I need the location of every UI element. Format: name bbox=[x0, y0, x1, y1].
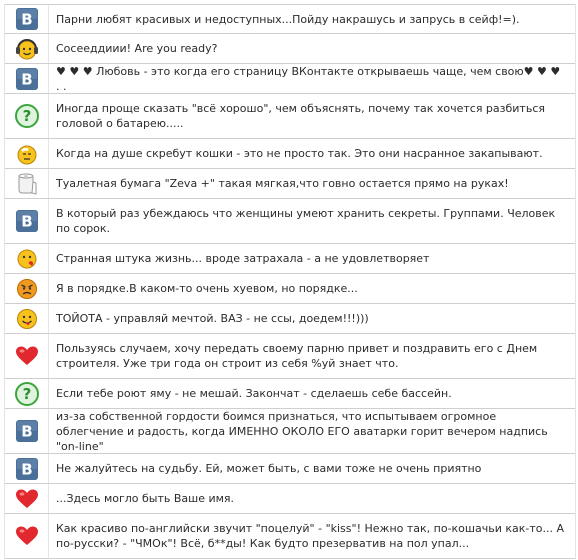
vk-logo-icon bbox=[15, 67, 39, 91]
smiley-headphones-icon bbox=[15, 37, 39, 61]
heart-icon bbox=[15, 524, 39, 548]
vk-logo-icon bbox=[15, 7, 39, 31]
svg-text:B: B bbox=[20, 460, 33, 478]
status-text: Не жалуйтесь на судьбу. Ей, может быть, с вами тоже не очень приятно bbox=[56, 462, 482, 475]
status-icon-cell bbox=[5, 484, 49, 513]
status-icon-cell bbox=[5, 64, 49, 93]
smiley-sleepy-icon bbox=[15, 142, 39, 166]
status-icon-cell bbox=[5, 379, 49, 408]
status-text: В который раз убеждаюсь что женщины умеют хранить секреты. Группами. Человек по сорок. bbox=[56, 207, 559, 235]
status-icon-cell bbox=[5, 199, 49, 243]
vk-logo-icon bbox=[15, 419, 39, 443]
status-icon-cell bbox=[5, 514, 49, 558]
status-icon-cell bbox=[5, 94, 49, 138]
status-text: Пользуясь случаем, хочу передать своему парню привет и поздравить его с Днем строителя. Уже три года он строит из себя %уй знает что. bbox=[56, 342, 541, 370]
status-row bbox=[5, 169, 575, 199]
status-text: Я в порядке.В каком-то очень хуевом, но порядке... bbox=[56, 282, 358, 295]
smiley-kiss-icon bbox=[15, 247, 39, 271]
question-mark-icon bbox=[15, 104, 39, 128]
status-list bbox=[4, 4, 576, 559]
status-text: Как красиво по-английски звучит "поцелуй" - "kiss"! Нежно так, по-кошачьи как-то... А по-русски? - "ЧМОк"! Всё, б**ды! Как будто презерватив на пол упал... bbox=[56, 522, 568, 550]
status-icon-cell bbox=[5, 5, 49, 33]
svg-text:B: B bbox=[20, 212, 33, 231]
status-icon-cell bbox=[5, 454, 49, 483]
status-text: из-за собственной гордости боимся признаться, что испытываем огромное облегчение и радость, когда ИМЕННО ОКОЛО ЕГО аватарки горит вечером надпись "on-line" bbox=[56, 409, 552, 453]
svg-text:B: B bbox=[20, 10, 33, 29]
status-text: ...Здесь могло быть Ваше имя. bbox=[56, 492, 235, 505]
status-text: Сосееддиии! Are you ready? bbox=[56, 42, 218, 55]
status-text: Странная штука жизнь... вроде затрахала - а не удовлетворяет bbox=[56, 252, 430, 265]
status-row bbox=[5, 484, 575, 514]
heart-icon bbox=[15, 344, 39, 368]
status-row bbox=[5, 139, 575, 169]
status-row bbox=[5, 379, 575, 409]
status-row bbox=[5, 409, 575, 454]
status-text: Туалетная бумага "Zeva +" такая мягкая,что говно остается прямо на руках! bbox=[56, 177, 509, 190]
smiley-tongue-icon bbox=[15, 307, 39, 331]
status-row bbox=[5, 34, 575, 64]
status-text: Парни любят красивых и недоступных...Пойду накрашусь и запрусь в сейф!=). bbox=[56, 12, 520, 26]
svg-text:?: ? bbox=[22, 107, 31, 125]
vk-logo-icon bbox=[15, 209, 39, 233]
status-text: ♥ ♥ ♥ Любовь - это когда его страницу ВКонтакте открываешь чаще, чем свою♥ ♥ ♥ . . bbox=[56, 64, 564, 93]
status-row bbox=[5, 304, 575, 334]
status-icon-cell bbox=[5, 274, 49, 303]
status-text: Если тебе роют яму - не мешай. Закончат - сделаешь себе бассейн. bbox=[56, 387, 452, 400]
status-text: Когда на душе скребут кошки - это не просто так. Это они насранное закапывают. bbox=[56, 147, 543, 160]
smiley-angry-icon bbox=[15, 277, 39, 301]
status-icon-cell bbox=[5, 304, 49, 333]
svg-text:B: B bbox=[20, 422, 33, 441]
status-icon-cell bbox=[5, 334, 49, 378]
status-icon-cell bbox=[5, 244, 49, 273]
status-icon-cell bbox=[5, 169, 49, 198]
svg-text:?: ? bbox=[22, 384, 31, 403]
question-mark-icon bbox=[15, 382, 39, 406]
status-row bbox=[5, 274, 575, 304]
status-row bbox=[5, 514, 575, 559]
status-icon-cell bbox=[5, 409, 49, 453]
status-icon-cell bbox=[5, 34, 49, 63]
status-row bbox=[5, 334, 575, 379]
svg-text:B: B bbox=[20, 70, 33, 88]
status-row bbox=[5, 94, 575, 139]
status-row bbox=[5, 64, 575, 94]
toilet-paper-icon bbox=[15, 172, 39, 196]
status-row bbox=[5, 4, 575, 34]
vk-logo-icon bbox=[15, 457, 39, 481]
heart-icon bbox=[15, 487, 39, 511]
status-row bbox=[5, 454, 575, 484]
status-text: Иногда проще сказать "всё хорошо", чем объяснять, почему так хочется разбиться головой о батарею..... bbox=[56, 102, 549, 130]
status-row bbox=[5, 244, 575, 274]
status-row bbox=[5, 199, 575, 244]
status-text: ТОЙОТА - управляй мечтой. ВАЗ - не ссы, доедем!!!))) bbox=[56, 312, 369, 325]
status-icon-cell bbox=[5, 139, 49, 168]
